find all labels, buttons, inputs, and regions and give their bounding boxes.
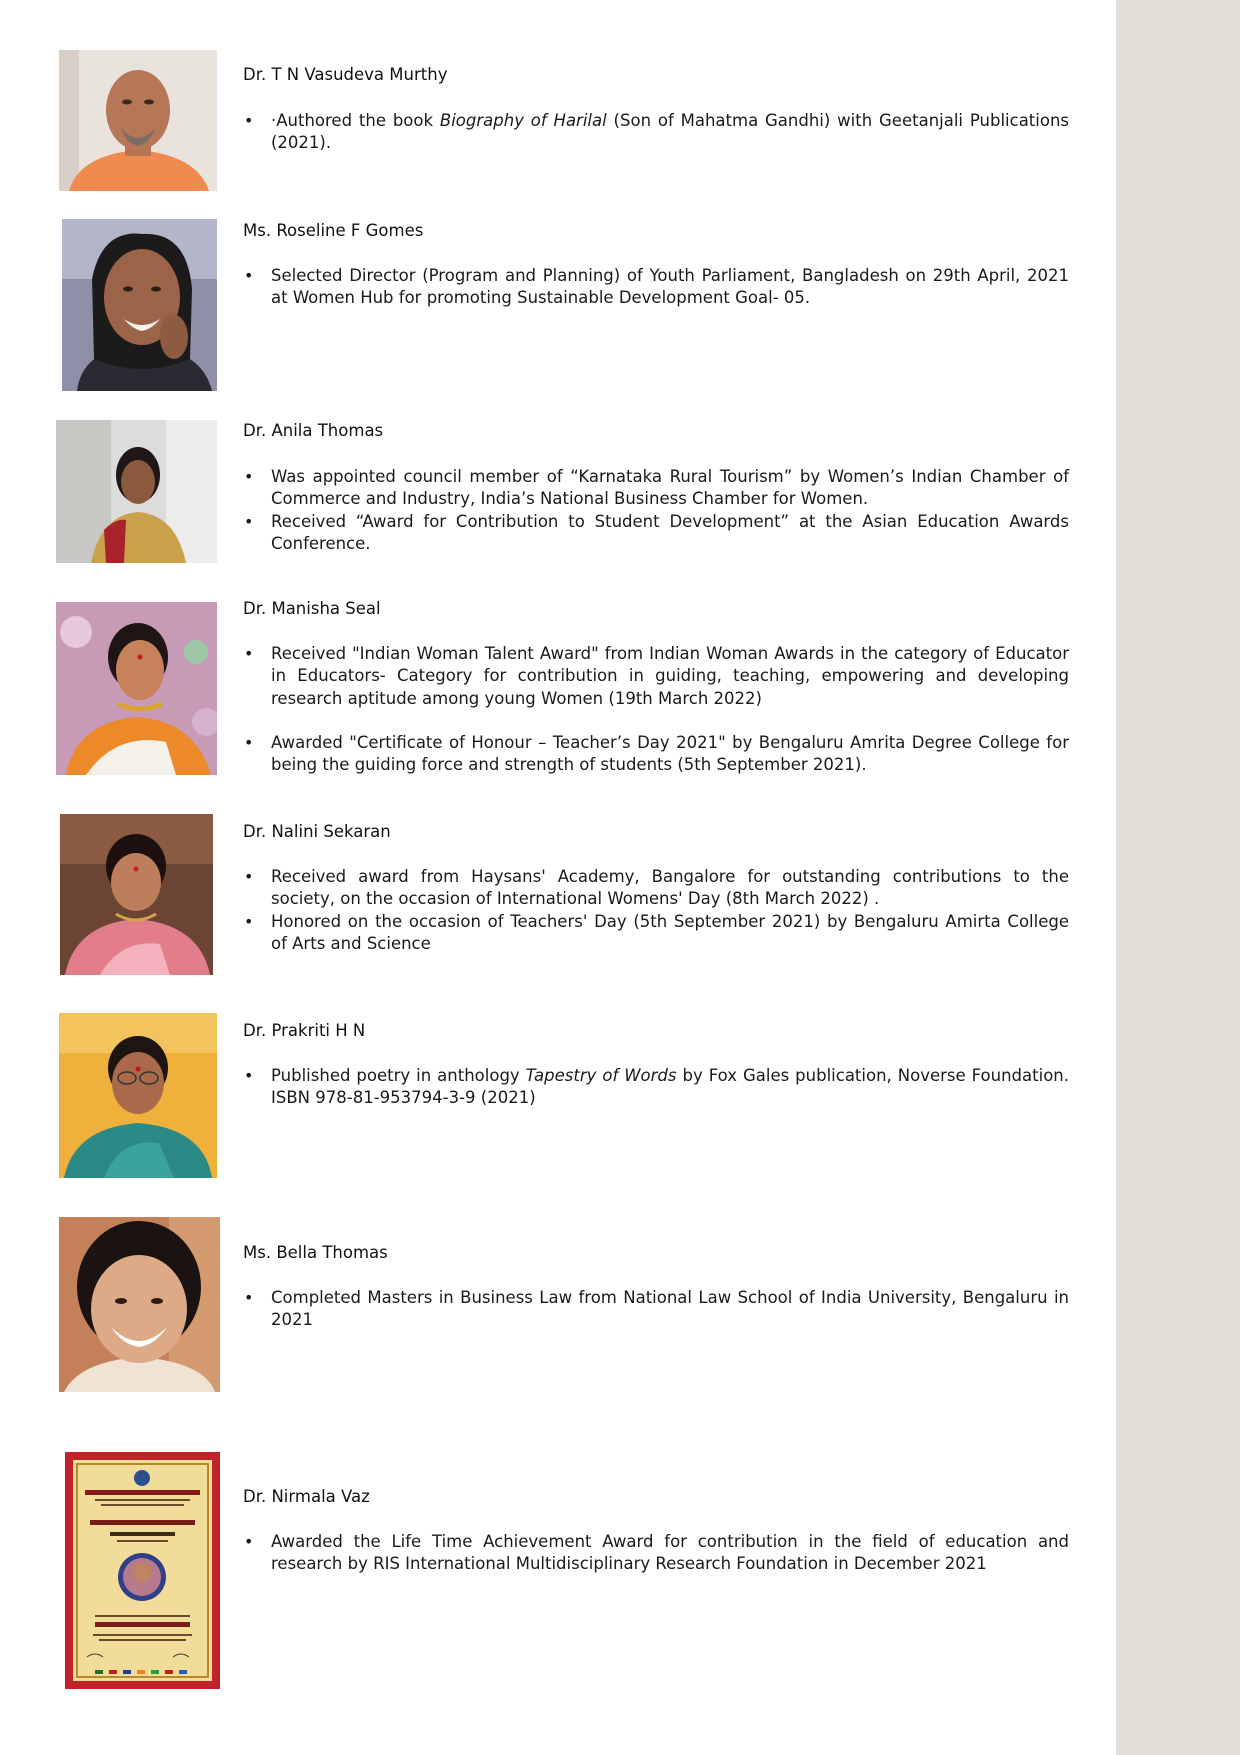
person-name: Dr. Nirmala Vaz: [243, 1487, 370, 1506]
achievement-list: [243, 866, 1069, 955]
achievement-item: • Was appointed council member of “Karnataka Rural Tourism” by Women’s Indian Chamber of Commerce and Industry, India’s National Business Chamber for Women.: [243, 466, 1069, 511]
achievement-list: [243, 643, 1069, 776]
right-sidebar-band: [1116, 0, 1240, 1755]
achievement-item: • Honored on the occasion of Teachers' Day (5th September 2021) by Bengaluru Amirta College of Arts and Science: [243, 911, 1069, 956]
portrait-photo: [59, 1217, 220, 1392]
portrait-photo: [60, 814, 213, 975]
achievement-list: [243, 1287, 1069, 1332]
person-name: Dr. T N Vasudeva Murthy: [243, 65, 448, 84]
person-name: Ms. Roseline F Gomes: [243, 221, 424, 240]
achievement-list: [243, 466, 1069, 555]
achievement-item: • Awarded the Life Time Achievement Award for contribution in the field of education and research by RIS International Multidisciplinary Research Foundation in December 2021: [243, 1531, 1069, 1576]
person-name: Ms. Bella Thomas: [243, 1243, 388, 1262]
achievement-item: • Received “Award for Contribution to Student Development” at the Asian Education Awards Conference.: [243, 511, 1069, 556]
achievement-item: • Received award from Haysans' Academy, Bangalore for outstanding contributions to the society, on the occasion of International Womens' Day (8th March 2022) .: [243, 866, 1069, 911]
achievement-item: • Awarded "Certificate of Honour – Teacher’s Day 2021" by Bengaluru Amrita Degree College for being the guiding force and strength of students (5th September 2021).: [243, 732, 1069, 777]
achievement-item: • Published poetry in anthology Tapestry of Words by Fox Gales publication, Noverse Foundation. ISBN 978-81-953794-3-9 (2021): [243, 1065, 1069, 1110]
achievement-list: [243, 1531, 1069, 1576]
portrait-photo: [59, 50, 217, 191]
achievement-list: [243, 265, 1069, 310]
portrait-photo: [62, 219, 217, 391]
portrait-photo: [56, 602, 217, 775]
achievement-item: • Completed Masters in Business Law from National Law School of India University, Bengaluru in 2021: [243, 1287, 1069, 1332]
award-certificate-image: [65, 1452, 220, 1689]
portrait-photo: [59, 1013, 217, 1178]
person-name: Dr. Prakriti H N: [243, 1021, 366, 1040]
achievement-item: • Received "Indian Woman Talent Award" from Indian Woman Awards in the category of Educator in Educators- Category for contribution in guiding, teaching, empowering and developing research aptitude among young Women (19th March 2022): [243, 643, 1069, 710]
achievement-item: • Selected Director (Program and Planning) of Youth Parliament, Bangladesh on 29th April, 2021 at Women Hub for promoting Sustainable Development Goal- 05.: [243, 265, 1069, 310]
achievement-item: • ·Authored the book Biography of Harilal (Son of Mahatma Gandhi) with Geetanjali Publications (2021).: [243, 110, 1069, 155]
person-name: Dr. Anila Thomas: [243, 421, 384, 440]
person-name: Dr. Nalini Sekaran: [243, 822, 391, 841]
person-name: Dr. Manisha Seal: [243, 599, 381, 618]
achievement-list: [243, 110, 1069, 155]
achievement-list: [243, 1065, 1069, 1110]
portrait-photo: [56, 420, 217, 563]
